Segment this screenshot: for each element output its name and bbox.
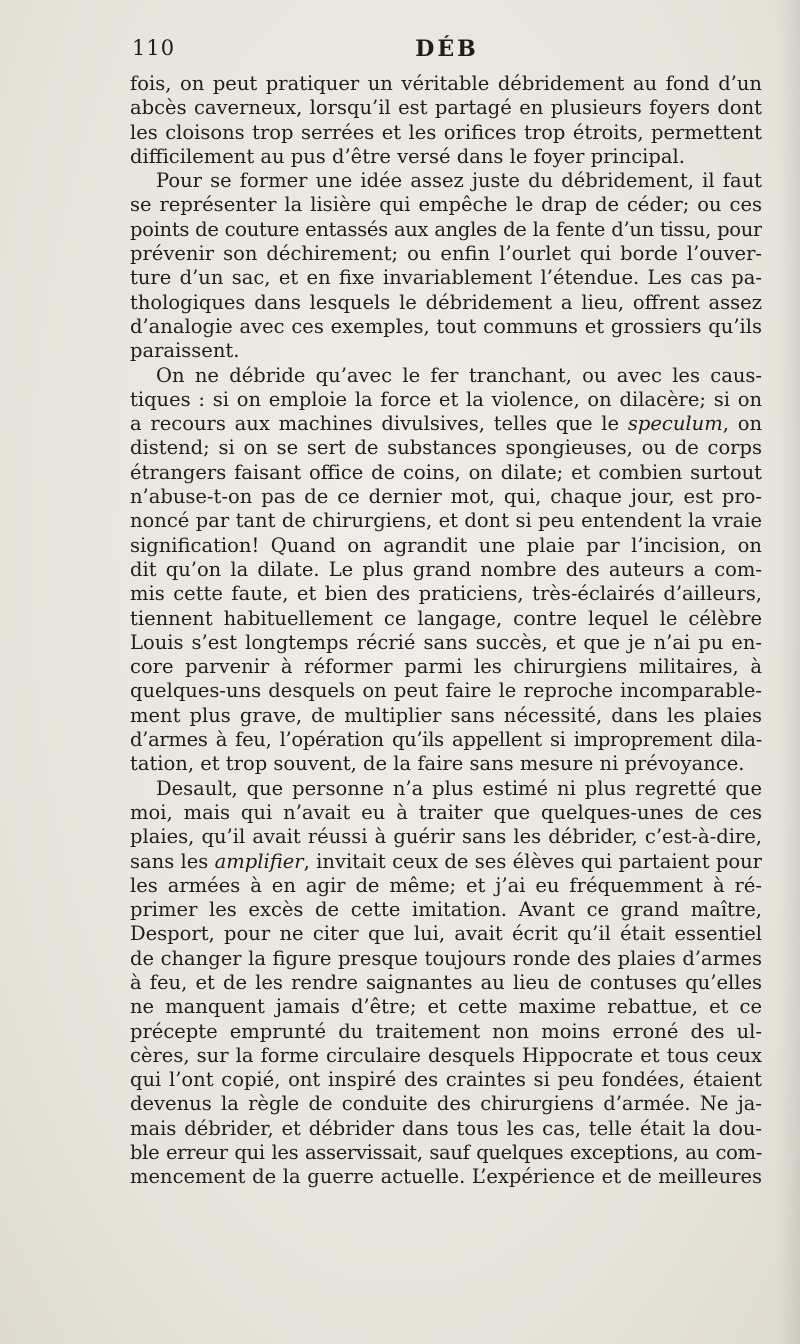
text-line: tation, et trop souvent, de la faire sans mesure ni prévoyance. bbox=[130, 752, 745, 776]
text-segment: , invitait ceux de ses élèves qui partaient pour bbox=[303, 849, 762, 873]
text-line: core parvenir à réformer parmi les chirurgiens militaires, à bbox=[130, 655, 762, 679]
text-segment: sans les bbox=[130, 849, 209, 873]
italic-term: speculum bbox=[627, 412, 723, 436]
text-line: cères, sur la forme circulaire desquels Hippocrate et tous ceux bbox=[130, 1043, 762, 1067]
text-line: de changer la figure presque toujours ronde des plaies d’armes bbox=[130, 946, 762, 970]
text-line: tiques : si on emploie la force et la violence, on dilacère; si on bbox=[130, 387, 762, 411]
text-line: étrangers faisant office de coins, on dilate; et combien surtout bbox=[130, 460, 762, 484]
text-line: précepte emprunté du traitement non moins erroné des ul- bbox=[130, 1019, 762, 1043]
text-line bbox=[130, 850, 762, 874]
text-line: tiennent habituellement ce langage, contre lequel le célèbre bbox=[130, 606, 762, 630]
italic-term: amplifier bbox=[214, 849, 304, 873]
text-line bbox=[130, 412, 762, 436]
text-line: signification! Quand on agrandit une plaie par l’incision, on bbox=[130, 533, 762, 557]
text-segment: a recours aux machines divulsives, telles que le bbox=[130, 412, 620, 436]
text-line: thologiques dans lesquels le débridement a lieu, offrent assez bbox=[130, 290, 762, 314]
text-line: devenus la règle de conduite des chirurgiens d’armée. Ne ja- bbox=[130, 1092, 762, 1116]
running-head: DÉB bbox=[415, 36, 479, 62]
text-line: noncé par tant de chirurgiens, et dont si peu entendent la vraie bbox=[130, 509, 762, 533]
text-line: Louis s’est longtemps récrié sans succès, et que je n’ai pu en- bbox=[130, 630, 762, 654]
text-line: moi, mais qui n’avait eu à traiter que quelques-unes de ces bbox=[130, 800, 762, 824]
body-text bbox=[130, 72, 762, 1190]
text-line: n’abuse-t-on pas de ce dernier mot, qui, chaque jour, est pro- bbox=[130, 485, 762, 509]
text-line: points de couture entassés aux angles de la fente d’un tissu, pour bbox=[130, 217, 762, 241]
page-header bbox=[132, 36, 762, 64]
text-line: ble erreur qui les asservissait, sauf quelques exceptions, au com- bbox=[130, 1141, 762, 1165]
text-line: mais débrider, et débrider dans tous les cas, telle était la dou- bbox=[130, 1116, 762, 1140]
text-line: quelques-uns desquels on peut faire le reproche incomparable- bbox=[130, 679, 762, 703]
text-line: On ne débride qu’avec le fer tranchant, ou avec les caus- bbox=[156, 363, 762, 387]
text-segment: , on bbox=[722, 412, 762, 436]
text-line: paraissent. bbox=[130, 339, 240, 363]
text-line: fois, on peut pratiquer un véritable débridement au fond d’un bbox=[130, 72, 762, 95]
text-line: qui l’ont copié, ont inspiré des craintes si peu fondées, étaient bbox=[130, 1068, 762, 1092]
text-line: se représenter la lisière qui empêche le drap de céder; ou ces bbox=[130, 193, 762, 217]
text-line: Desault, que personne n’a plus estimé ni plus regretté que bbox=[156, 776, 762, 800]
text-line: les armées à en agir de même; et j’ai eu fréquemment à ré- bbox=[130, 873, 762, 897]
text-line: plaies, qu’il avait réussi à guérir sans les débrider, c’est-à-dire, bbox=[130, 825, 762, 849]
text-line: d’analogie avec ces exemples, tout communs et grossiers qu’ils bbox=[130, 314, 762, 338]
text-line: ne manquent jamais d’être; et cette maxime rebattue, et ce bbox=[130, 995, 762, 1019]
text-line: Desport, pour ne citer que lui, avait écrit qu’il était essentiel bbox=[130, 922, 762, 946]
text-line: Pour se former une idée assez juste du débridement, il faut bbox=[156, 169, 762, 193]
text-line: les cloisons trop serrées et les orifices trop étroits, permettent bbox=[130, 120, 762, 144]
text-line: mencement de la guerre actuelle. L’expérience et de meilleures bbox=[130, 1165, 762, 1189]
text-line: ture d’un sac, et en fixe invariablement l’étendue. Les cas pa- bbox=[130, 266, 762, 290]
text-line: à feu, et de les rendre saignantes au lieu de contuses qu’elles bbox=[130, 970, 762, 994]
text-line: distend; si on se sert de substances spongieuses, ou de corps bbox=[130, 436, 762, 460]
text-line: abcès caverneux, lorsqu’il est partagé en plusieurs foyers dont bbox=[130, 96, 762, 120]
text-line: dit qu’on la dilate. Le plus grand nombre des auteurs a com- bbox=[130, 557, 762, 581]
page-number: 110 bbox=[132, 36, 176, 60]
text-line: ment plus grave, de multiplier sans nécessité, dans les plaies bbox=[130, 703, 762, 727]
page-spine-shadow bbox=[778, 0, 800, 1344]
text-line: difficilement au pus d’être versé dans le foyer principal. bbox=[130, 144, 685, 168]
text-line: primer les excès de cette imitation. Avant ce grand maître, bbox=[130, 898, 762, 922]
text-line: prévenir son déchirement; ou enfin l’ourlet qui borde l’ouver- bbox=[130, 242, 762, 266]
text-line: d’armes à feu, l’opération qu’ils appellent si improprement dila- bbox=[130, 728, 762, 752]
text-line: mis cette faute, et bien des praticiens, très-éclairés d’ailleurs, bbox=[130, 582, 762, 606]
